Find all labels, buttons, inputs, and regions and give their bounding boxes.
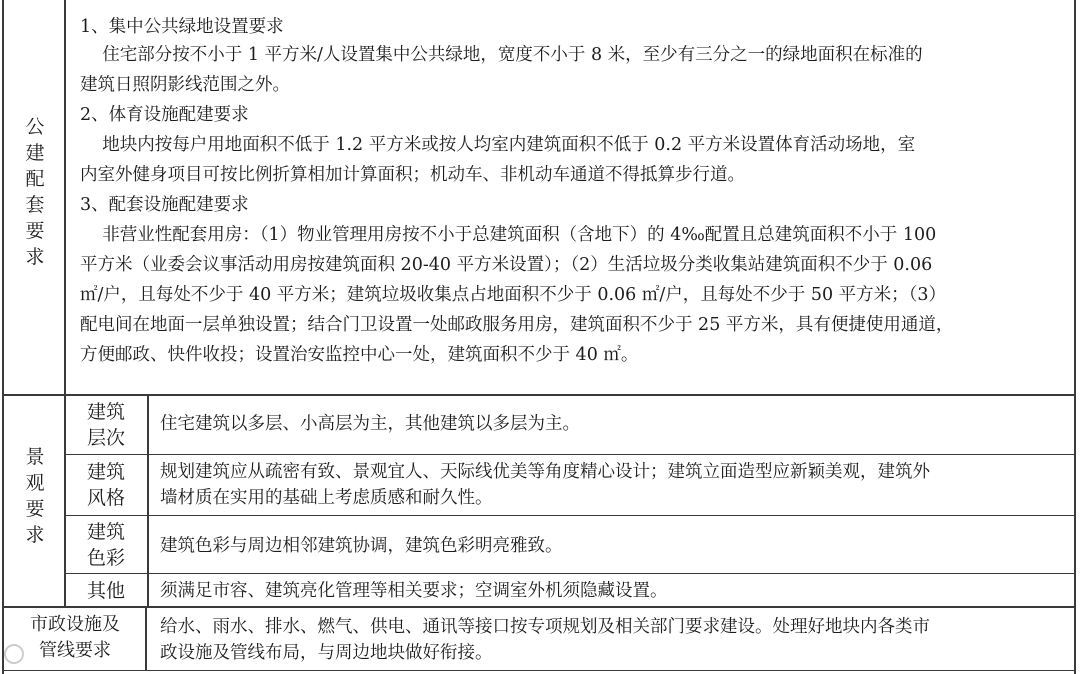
watermark-ring-icon xyxy=(4,644,24,664)
table-border-left xyxy=(2,0,4,674)
public-line-8: 非营业性配套用房：（1）物业管理用房按不小于总建筑面积（含地下）的 4‰配置且总建筑面积不小于 100 xyxy=(80,225,937,245)
public-line-2: 住宅部分按不小于 1 平方米/人设置集中公共绿地，宽度不小于 8 米，至少有三分之一的绿地面积在标准的 xyxy=(80,45,923,65)
landscape-sub-label-other: 其他 xyxy=(86,580,125,602)
public-line-6: 内室外健身项目可按比例折算相加计算面积；机动车、非机动车通道不得抵算步行道。 xyxy=(80,165,745,185)
section-landscape-label: 景 观 要 求 xyxy=(25,446,45,546)
public-line-12: 方便邮政、快件收投；设置治安监控中心一处，建筑面积不少于 40 ㎡。 xyxy=(80,345,639,365)
public-line-7: 3、配套设施配建要求 xyxy=(80,195,249,215)
landscape-content-color: 建筑色彩与周边相邻建筑协调，建筑色彩明亮雅致。 xyxy=(160,536,563,556)
public-line-11: 配电间在地面一层单独设置；结合门卫设置一处邮政服务用房，建筑面积不少于 25 平方米，具有便捷使用通道， xyxy=(80,315,954,335)
public-line-9: 平方米（业委会议事活动用房按建筑面积 20-40 平方米设置）；（2）生活垃圾分类收集站建筑面积不少于 0.06 xyxy=(80,255,933,275)
landscape-content-style: 规划建筑应从疏密有致、景观宜人、天际线优美等角度精心设计；建筑立面造型应新颖美观，建筑外 墙材质在实用的基础上考虑质感和耐久性。 xyxy=(160,462,930,508)
public-line-5: 地块内按每户用地面积不低于 1.2 平方米或按人均室内建筑面积不低于 0.2 平方米设置体育活动场地，室 xyxy=(80,135,916,155)
row-divider-sub3 xyxy=(64,573,1076,574)
watermark-logo xyxy=(4,640,154,666)
landscape-sub-label-levels: 建筑 层次 xyxy=(86,401,125,449)
public-line-10: ㎡/户，且每处不少于 40 平方米；建筑垃圾收集点占地面积不少于 0.06 ㎡/户，且每处不少于 50 平方米；（3） xyxy=(80,285,947,305)
public-line-1: 1、集中公共绿地设置要求 xyxy=(80,17,284,37)
public-line-4: 2、体育设施配建要求 xyxy=(80,105,249,125)
landscape-sub-label-style: 建筑 风格 xyxy=(86,461,125,509)
sub-column-divider xyxy=(147,394,149,606)
landscape-content-other: 须满足市容、建筑亮化管理等相关要求；空调室外机须隐藏设置。 xyxy=(160,581,668,601)
public-line-3: 建筑日照阴影线范围之外。 xyxy=(80,75,290,95)
row-divider-landscape xyxy=(2,606,1076,608)
landscape-content-levels: 住宅建筑以多层、小高层为主，其他建筑以多层为主。 xyxy=(160,414,580,434)
municipal-content: 给水、雨水、排水、燃气、供电、通讯等接口按专项规划及相关部门要求建设。处理好地块内各类市 政设施及管线布局，与周边地块做好衔接。 xyxy=(160,617,930,663)
section-public-label: 公 建 配 套 要 求 xyxy=(25,116,45,268)
landscape-sub-label-color: 建筑 色彩 xyxy=(86,521,125,569)
row-divider-sub2 xyxy=(64,515,1076,516)
row-divider-municipal xyxy=(2,670,1076,671)
row-divider-sub1 xyxy=(64,454,1076,455)
section-municipal-label: 市政设施及 管线要求 xyxy=(30,614,120,661)
row-divider-public xyxy=(2,394,1076,396)
